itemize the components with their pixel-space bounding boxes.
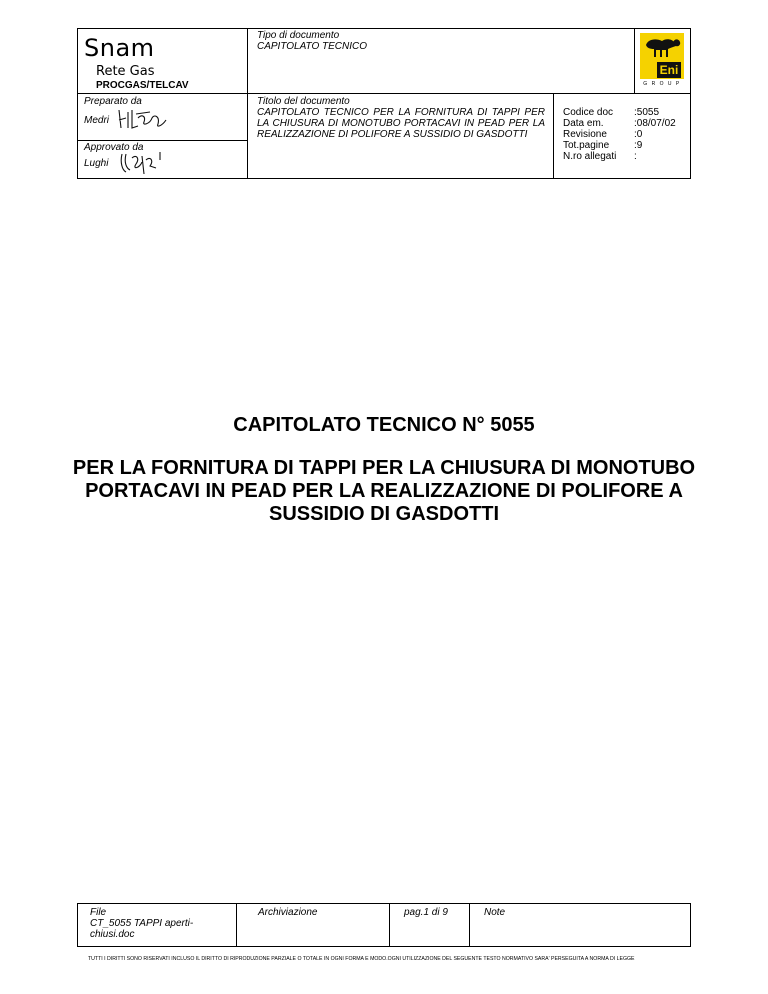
notes-label: Note [484,907,506,918]
doc-title-label: Titolo del documento [257,96,350,107]
brand-name: Snam [84,34,155,62]
eni-logo-text: Eni [657,62,681,78]
doc-type-value: CAPITOLATO TECNICO [257,41,368,52]
meta-label-date: Data em. [563,118,604,129]
prepared-by-name: Medri [84,115,110,126]
department-code: PROCGAS/TELCAV [96,80,189,91]
page-number: pag.1 di 9 [404,907,448,918]
doc-meta-values [634,107,688,162]
meta-value-revision: :0 [634,129,643,140]
eni-logo [640,33,684,89]
signature-lughi [118,148,166,176]
meta-label-code: Codice doc [563,107,614,118]
page-subtitle: PER LA FORNITURA DI TAPPI PER LA CHIUSURA DI MONOTUBO PORTACAVI IN PEAD PER LA REALIZZAZIONE DI POLIFORE A SUSSIDIO DI GASDOTTI [72,457,696,525]
page-title: CAPITOLATO TECNICO N° 5055 [233,414,535,436]
brand-subtitle: Rete Gas [96,64,155,79]
doc-title-value: CAPITOLATO TECNICO PER LA FORNITURA DI TAPPI PER LA CHIUSURA DI MONOTUBO PORTACAVI IN PEAD PER LA REALIZZAZIONE DI POLIFORE A SUSSIDIO DI GASDOTTI [257,107,545,140]
meta-label-pages: Tot.pagine [563,140,610,151]
file-label: File [90,907,107,918]
approved-by-name: Lughi [84,158,109,169]
meta-value-code: :5055 [634,107,660,118]
meta-value-date: :08/07/02 [634,118,676,129]
file-name: CT_5055 TAPPI aperti-chiusi.doc [90,918,194,940]
six-legged-dog-icon [640,33,684,63]
meta-label-revision: Revisione [563,129,607,140]
meta-label-attachments: N.ro allegati [563,151,617,162]
meta-value-pages: :9 [634,140,643,151]
doc-meta-labels [563,107,633,162]
doc-type-label: Tipo di documento [257,30,340,41]
eni-group-text: G R O U P [643,81,681,87]
meta-value-attachments: : [634,151,637,162]
archive-label: Archiviazione [258,907,318,918]
signature-medri [116,106,168,134]
approved-by-label: Approvato da [84,142,144,153]
prepared-by-label: Preparato da [84,96,142,107]
rights-notice: TUTTI I DIRITTI SONO RISERVATI INCLUSO IL DIRITTO DI RIPRODUZIONE PARZIALE O TOTALE IN OGNI FORMA E MODO.OGNI UTILIZZAZIONE DEL SEGUENTE TESTO NORMATIVO SARA' PERSEGUITA A NORMA DI LEGGE [88,956,635,962]
